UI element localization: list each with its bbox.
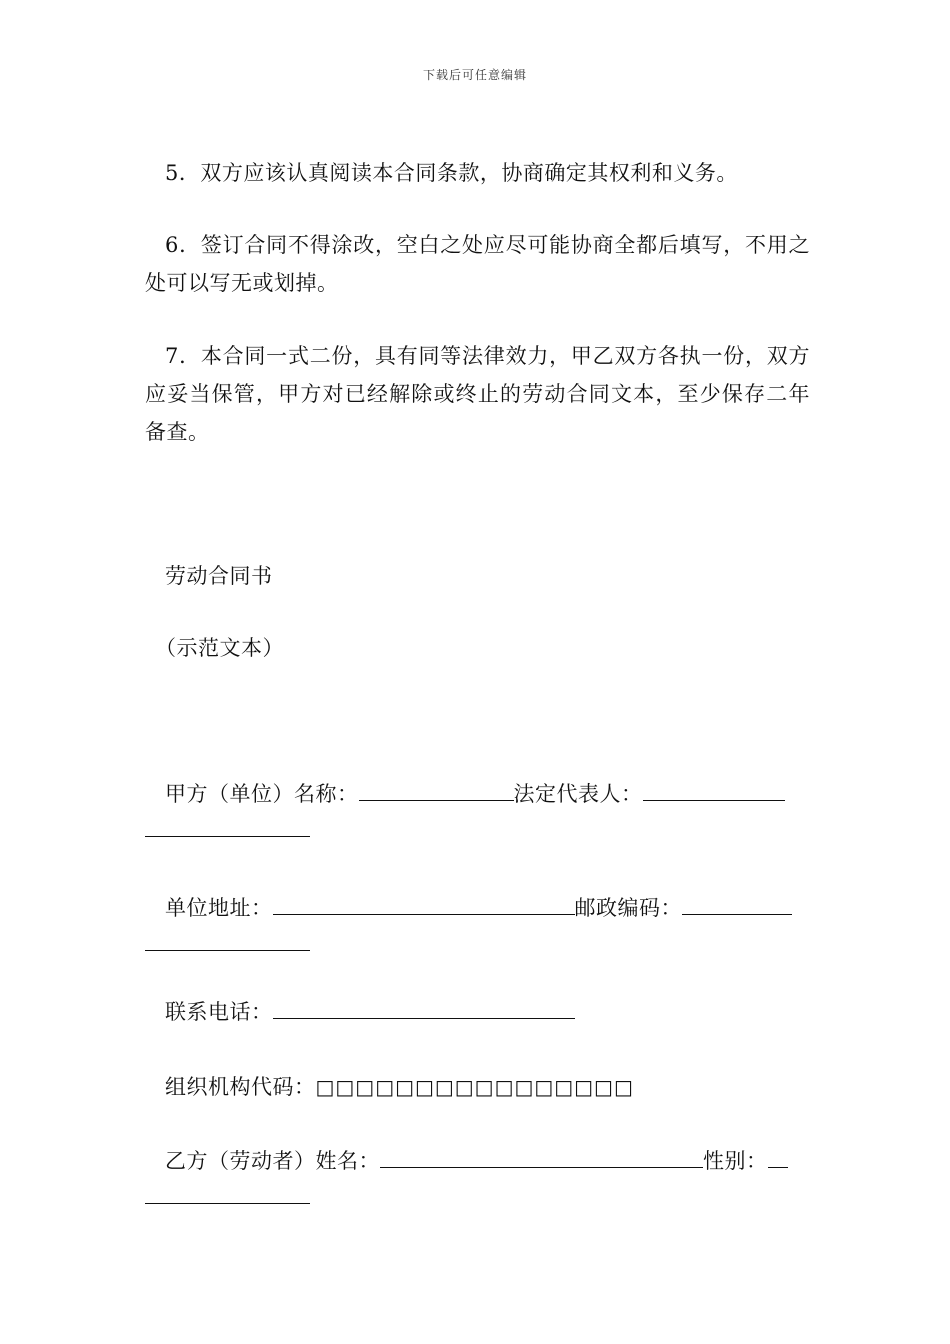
party-a-row <box>165 779 830 809</box>
org-code-boxes[interactable]: □□□□□□□□□□□□□□□□ <box>315 1075 634 1099</box>
address-row <box>165 893 830 923</box>
party-b-name-blank[interactable] <box>380 1147 703 1168</box>
clause-7: 7．本合同一式二份，具有同等法律效力，甲乙双方各执一份，双方应妥当保管，甲方对已经解除或终止的劳动合同文本，至少保存二年备查。 <box>145 344 810 444</box>
gender-label: 性别： <box>703 1149 768 1173</box>
contract-title: 劳动合同书 <box>165 564 273 588</box>
postal-blank-continued[interactable] <box>145 930 310 951</box>
party-b-name-label: 乙方（劳动者）姓名： <box>165 1149 380 1173</box>
clause-6: 6．签订合同不得涂改，空白之处应尽可能协商全都后填写，不用之处可以写无或划掉。 <box>145 233 810 295</box>
party-a-name-blank[interactable] <box>359 780 514 801</box>
phone-label: 联系电话： <box>165 1000 273 1024</box>
party-b-row-continued <box>145 1182 810 1212</box>
phone-blank[interactable] <box>273 998 575 1019</box>
gender-blank-continued[interactable] <box>145 1183 310 1204</box>
address-label: 单位地址： <box>165 896 273 920</box>
org-code-row <box>165 1072 830 1102</box>
legal-rep-blank-continued[interactable] <box>145 816 310 837</box>
org-code-label: 组织机构代码： <box>165 1075 316 1099</box>
party-a-name-label: 甲方（单位）名称： <box>165 782 359 806</box>
address-blank[interactable] <box>273 894 575 915</box>
contract-subtitle: （示范文本） <box>155 636 284 660</box>
legal-rep-label: 法定代表人： <box>513 782 643 806</box>
phone-row <box>165 997 830 1027</box>
party-b-row <box>165 1146 830 1176</box>
postal-label: 邮政编码： <box>574 896 682 920</box>
page-header: 下载后可任意编辑 <box>422 68 527 82</box>
party-a-row-continued <box>145 815 810 845</box>
clause-5: 5．双方应该认真阅读本合同条款，协商确定其权利和义务。 <box>165 161 738 185</box>
gender-blank[interactable] <box>768 1147 788 1168</box>
postal-blank[interactable] <box>682 894 792 915</box>
legal-rep-blank[interactable] <box>643 780 785 801</box>
address-row-continued <box>145 929 810 959</box>
